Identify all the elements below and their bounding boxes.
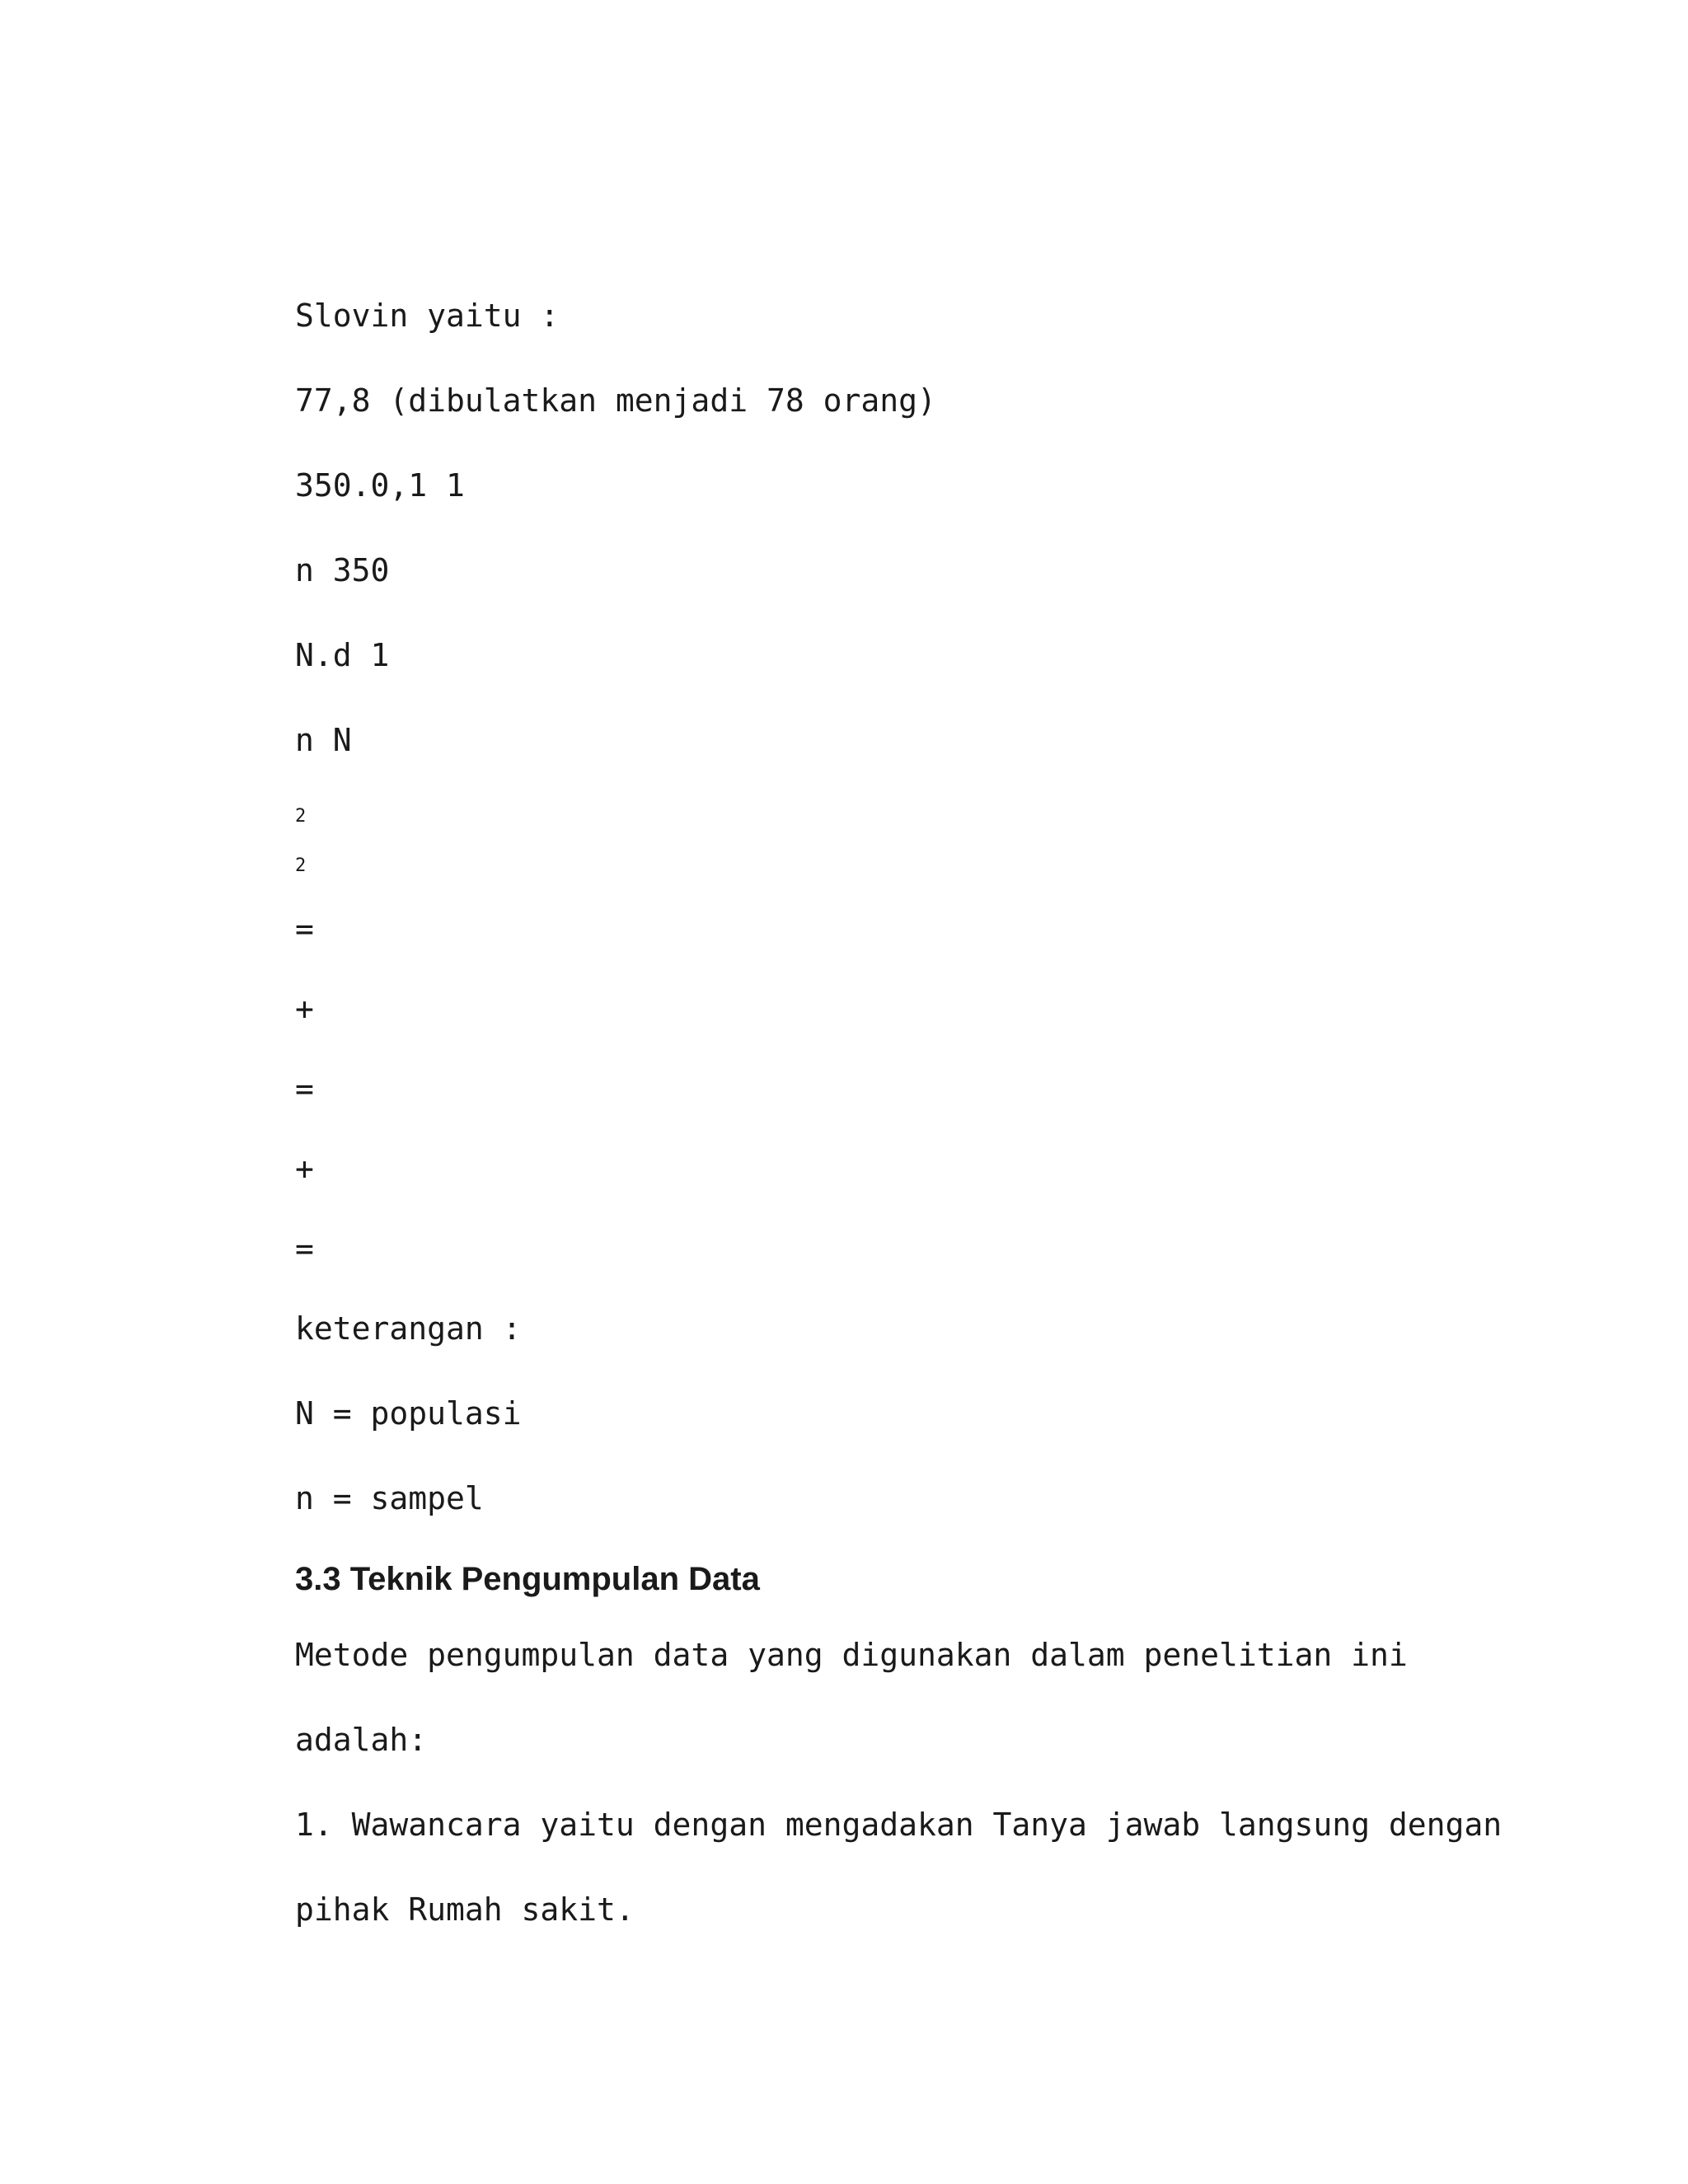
text-line-slovin: Slovin yaitu : [295,298,560,334]
text-line-result: 77,8 (dibulatkan menjadi 78 orang) [295,382,936,419]
paragraph-line-1: Metode pengumpulan data yang digunakan dalam penelitian ini [295,1637,1408,1673]
operator-plus-1: + [295,991,314,1027]
section-heading: 3.3 Teknik Pengumpulan Data [295,1561,760,1597]
operator-equals-3: = [295,1230,314,1267]
text-line-formula-3: N.d 1 [295,637,390,673]
list-item-1-line-2: pihak Rumah sakit. [295,1891,635,1928]
operator-equals-2: = [295,1071,314,1107]
text-line-formula-2: n 350 [295,552,390,588]
text-line-formula-1: 350.0,1 1 [295,467,465,504]
list-item-1-line-1: 1. Wawancara yaitu dengan mengadakan Tanya jawab langsung dengan [295,1807,1503,1843]
paragraph-line-2: adalah: [295,1722,428,1758]
superscript-2: 2 [295,855,307,876]
operator-equals-1: = [295,911,314,947]
text-line-formula-4: n N [295,722,352,758]
keterangan-item-populasi: N = populasi [295,1395,522,1432]
keterangan-item-sampel: n = sampel [295,1480,484,1516]
keterangan-label: keterangan : [295,1310,522,1347]
operator-plus-2: + [295,1151,314,1187]
superscript-1: 2 [295,806,307,827]
